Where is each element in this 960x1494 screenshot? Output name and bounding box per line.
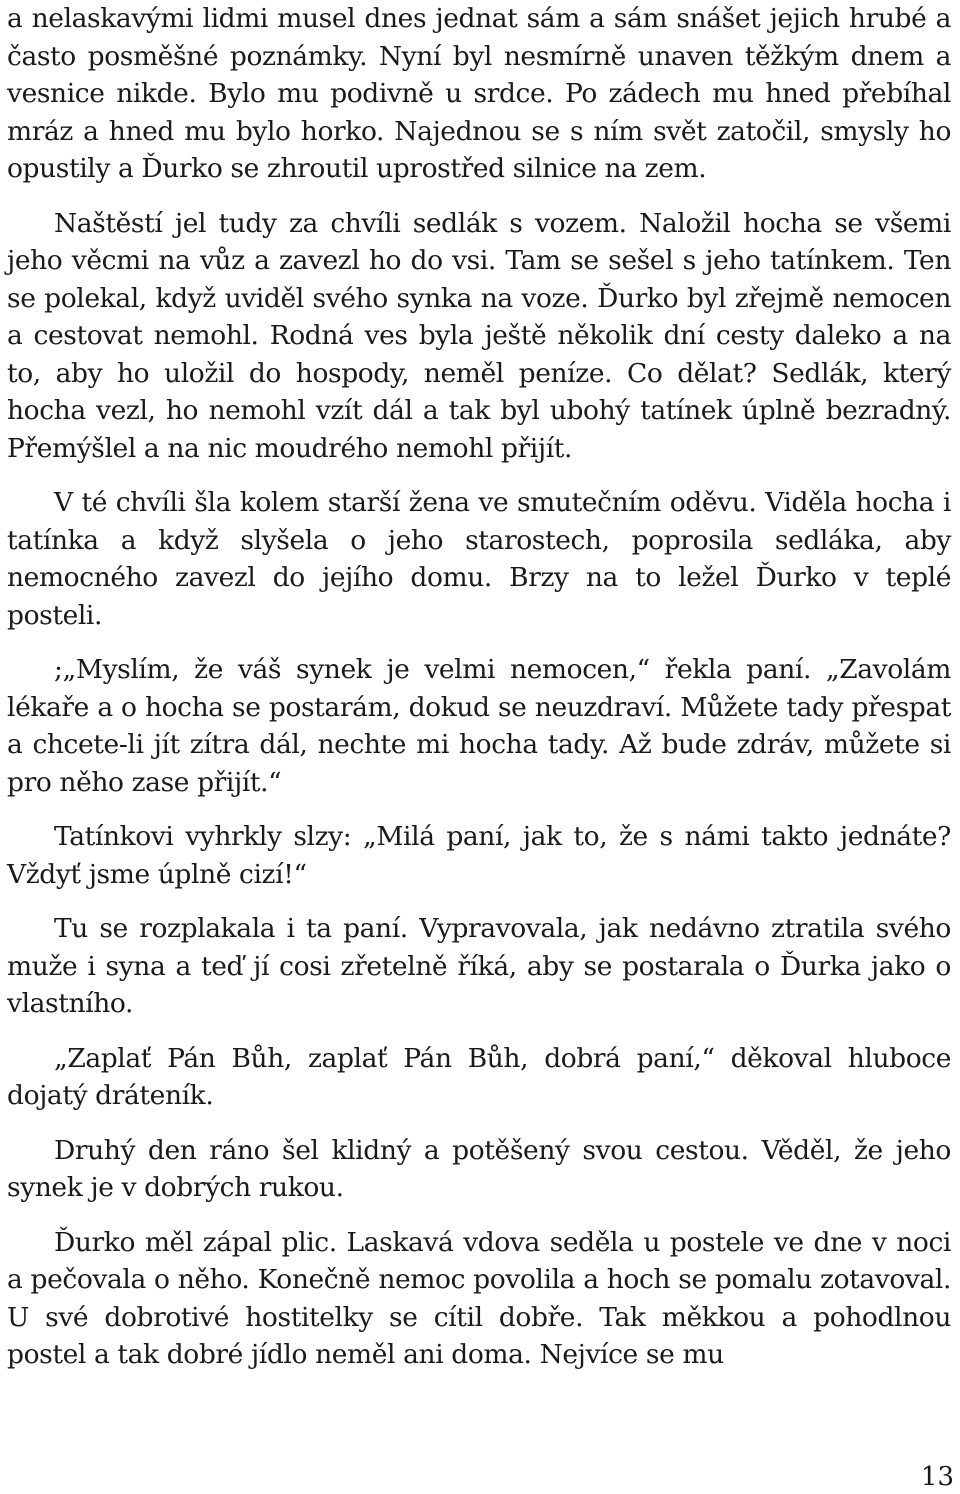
paragraph-widow-story: Tu se rozplakala i ta paní. Vypravovala, jak nedávno ztratila svého muže i syna a teď jí cosi zřetelně říká, aby se postarala o Ďurka jako o vlastního. <box>7 913 951 1019</box>
paragraph-widow-arrives: V té chvíli šla kolem starší žena ve smutečním oděvu. Viděla hocha i tatínka a když slyšela o jeho starostech, poprosila sedláka, aby nemocného zavezl do jejího domu. Brzy na to ležel Ďurko v teplé posteli. <box>7 487 951 631</box>
paragraph-widow-speech: ;„Myslím, že váš synek je velmi nemocen,“ řekla paní. „Zavolám lékaře a o hocha se postarám, dokud se neuzdraví. Můžete tady přespat a chcete-li jít zítra dál, nechte mi hocha tady. Až bude zdráv, můžete si pro něho zase přijít.“ <box>7 654 951 798</box>
book-page-text <box>7 0 951 1374</box>
paragraph-pneumonia: Ďurko měl zápal plic. Laskavá vdova seděla u postele ve dne v noci a pečovala o něho. Konečně nemoc povolila a hoch se pomalu zotavoval. U své dobrotivé hostitelky se cítil dobře. Tak měkkou a pohodlnou postel a tak dobré jídlo neměl ani doma. Nejvíce se mu <box>7 1226 951 1370</box>
page-number: 13 <box>920 1462 954 1492</box>
paragraph-thanks: „Zaplať Pán Bůh, zaplať Pán Bůh, dobrá paní,“ děkoval hluboce dojatý dráteník. <box>7 1042 951 1111</box>
paragraph-next-day: Druhý den ráno šel klidný a potěšený svou cestou. Věděl, že jeho synek je v dobrých rukou. <box>7 1134 951 1203</box>
paragraph-continuation: a nelaskavými lidmi musel dnes jednat sám a sám snášet jejich hrubé a často posměšné poznámky. Nyní byl nesmírně unaven těžkým dnem a vesnice nikde. Bylo mu podivně u srdce. Po zádech mu hned přebíhal mráz a hned mu bylo horko. Najednou se s ním svět zatočil, smysly ho opustily a Ďurko se zhroutil uprostřed silnice na zem. <box>7 3 951 184</box>
paragraph-farmer-cart: Naštěstí jel tudy za chvíli sedlák s vozem. Naložil hocha se všemi jeho věcmi na vůz a zavezl ho do vsi. Tam se sešel s jeho tatínkem. Ten se polekal, když uviděl svého synka na voze. Ďurko byl zřejmě nemocen a cestovat nemohl. Rodná ves byla ještě několik dní cesty daleko a na to, aby ho uložil do hospody, neměl peníze. Co dělat? Sedlák, který hocha vezl, ho nemohl vzít dál a tak byl ubohý tatínek úplně bezradný. Přemýšlel a na nic moudrého nemohl přijít. <box>7 207 951 464</box>
paragraph-father-tears: Tatínkovi vyhrkly slzy: „Milá paní, jak to, že s námi takto jednáte? Vždyť jsme úplně cizí!“ <box>7 821 951 890</box>
